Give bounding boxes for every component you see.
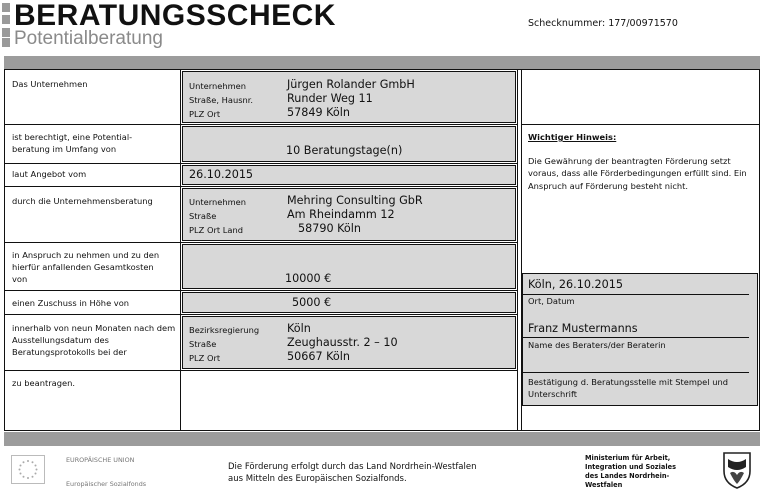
check-number: Schecknummer: 177/00971570 xyxy=(528,18,678,29)
authority-city-value: 50667 Köln xyxy=(287,350,350,363)
offer-field[interactable] xyxy=(182,165,516,185)
ministry-line: Integration und Soziales xyxy=(585,463,677,471)
logo-subtitle: Potentialberatung xyxy=(14,28,163,49)
consultant-name-label: Unternehmen xyxy=(189,197,247,207)
eu-flag-icon xyxy=(11,455,45,484)
row-divider xyxy=(4,370,518,371)
consultant-label: durch die Unternehmensberatung xyxy=(12,196,153,206)
consultant-street-label: Straße xyxy=(189,211,217,221)
company-street-label: Straße, Hausnr. xyxy=(189,95,254,105)
eu-fund: Europäischer Sozialfonds xyxy=(66,480,147,488)
advisor-value: Franz Mustermanns xyxy=(528,322,638,335)
ministry-text xyxy=(585,454,705,490)
row-divider xyxy=(4,124,518,125)
costs-label: in Anspruch zu nehmen und zu den hierfür anfallenden Gesamtkosten von xyxy=(12,250,160,284)
top-band xyxy=(4,56,760,69)
hint-text: Die Gewährung der beantragten Förderung setzt voraus, dass alle Förderbedingungen erfüllt sind. Ein Anspruch auf Förderung besteht nicht. xyxy=(528,156,747,191)
consultant-field[interactable] xyxy=(182,188,516,241)
subsidy-label: einen Zuschuss in Höhe von xyxy=(12,298,130,308)
company-field[interactable] xyxy=(182,71,516,123)
authority-city-label: PLZ Ort xyxy=(189,353,221,363)
subsidy-field[interactable] xyxy=(182,292,516,313)
company-city-label: PLZ Ort xyxy=(189,109,221,119)
ministry-line: Ministerium für Arbeit, xyxy=(585,454,671,462)
apply-label: zu beantragen. xyxy=(12,378,75,388)
row-divider xyxy=(4,242,518,243)
row-divider xyxy=(4,186,518,187)
eu-title: EUROPÄISCHE UNION xyxy=(66,456,135,464)
place-date-label: Ort, Datum xyxy=(528,296,575,306)
logo-mark xyxy=(2,38,10,47)
authority-street-value: Zeughausstr. 2 – 10 xyxy=(287,336,398,349)
confirmation-label: Bestätigung d. Beratungsstelle mit Stempel und Unterschrift xyxy=(528,377,729,400)
logo xyxy=(0,0,360,52)
company-name-value: Jürgen Rolander GmbH xyxy=(287,78,415,91)
costs-value: 10000 € xyxy=(285,272,332,285)
logo-title: BERATUNGSSCHECK xyxy=(14,0,336,32)
row-divider xyxy=(4,314,518,315)
costs-field[interactable] xyxy=(182,244,516,289)
signature-field[interactable] xyxy=(522,273,758,406)
authority-name-value: Köln xyxy=(287,322,311,335)
signature-line xyxy=(523,372,749,373)
subsidy-value: 5000 € xyxy=(292,296,332,309)
hint-title: Wichtiger Hinweis: xyxy=(528,132,617,142)
scope-label: ist berechtigt, eine Potential-beratung im Umfang von xyxy=(12,132,133,154)
row-divider xyxy=(4,163,518,164)
consultant-city-label: PLZ Ort Land xyxy=(189,225,244,235)
consultant-name-value: Mehring Consulting GbR xyxy=(287,194,423,207)
advisor-label: Name des Beraters/der Beraterin xyxy=(528,340,666,350)
side-divider xyxy=(521,124,760,125)
authority-field[interactable] xyxy=(182,316,516,369)
offer-value: 26.10.2015 xyxy=(189,168,254,181)
company-name-label: Unternehmen xyxy=(189,81,247,91)
row-divider xyxy=(4,290,518,291)
authority-street-label: Straße xyxy=(189,339,217,349)
offer-label: laut Angebot vom xyxy=(12,169,87,179)
place-date-value: Köln, 26.10.2015 xyxy=(528,278,623,291)
company-city-value: 57849 Köln xyxy=(287,106,350,119)
consultant-street-value: Am Rheindamm 12 xyxy=(287,208,395,221)
company-label: Das Unternehmen xyxy=(12,79,88,89)
deadline-label: innerhalb von neun Monaten nach dem Ausstellungsdatum des Beratungsprotokolls bei der xyxy=(12,323,176,357)
authority-name-label: Bezirksregierung xyxy=(189,325,260,335)
logo-mark xyxy=(2,28,10,37)
consultant-city-value: 58790 Köln xyxy=(298,222,361,235)
logo-mark xyxy=(2,15,10,24)
signature-line xyxy=(523,337,749,338)
scope-field[interactable] xyxy=(182,126,516,162)
logo-mark xyxy=(2,3,10,12)
funding-text: Die Förderung erfolgt durch das Land Nordrhein-Westfalen aus Mitteln des Europäischen Sozialfonds. xyxy=(228,462,477,484)
ministry-line: des Landes Nordrhein-Westfalen xyxy=(585,472,670,489)
scope-value: 10 Beratungstage(n) xyxy=(286,144,403,157)
nrw-coat-of-arms-icon xyxy=(722,451,752,489)
bottom-band xyxy=(4,432,760,446)
company-street-value: Runder Weg 11 xyxy=(287,92,373,105)
